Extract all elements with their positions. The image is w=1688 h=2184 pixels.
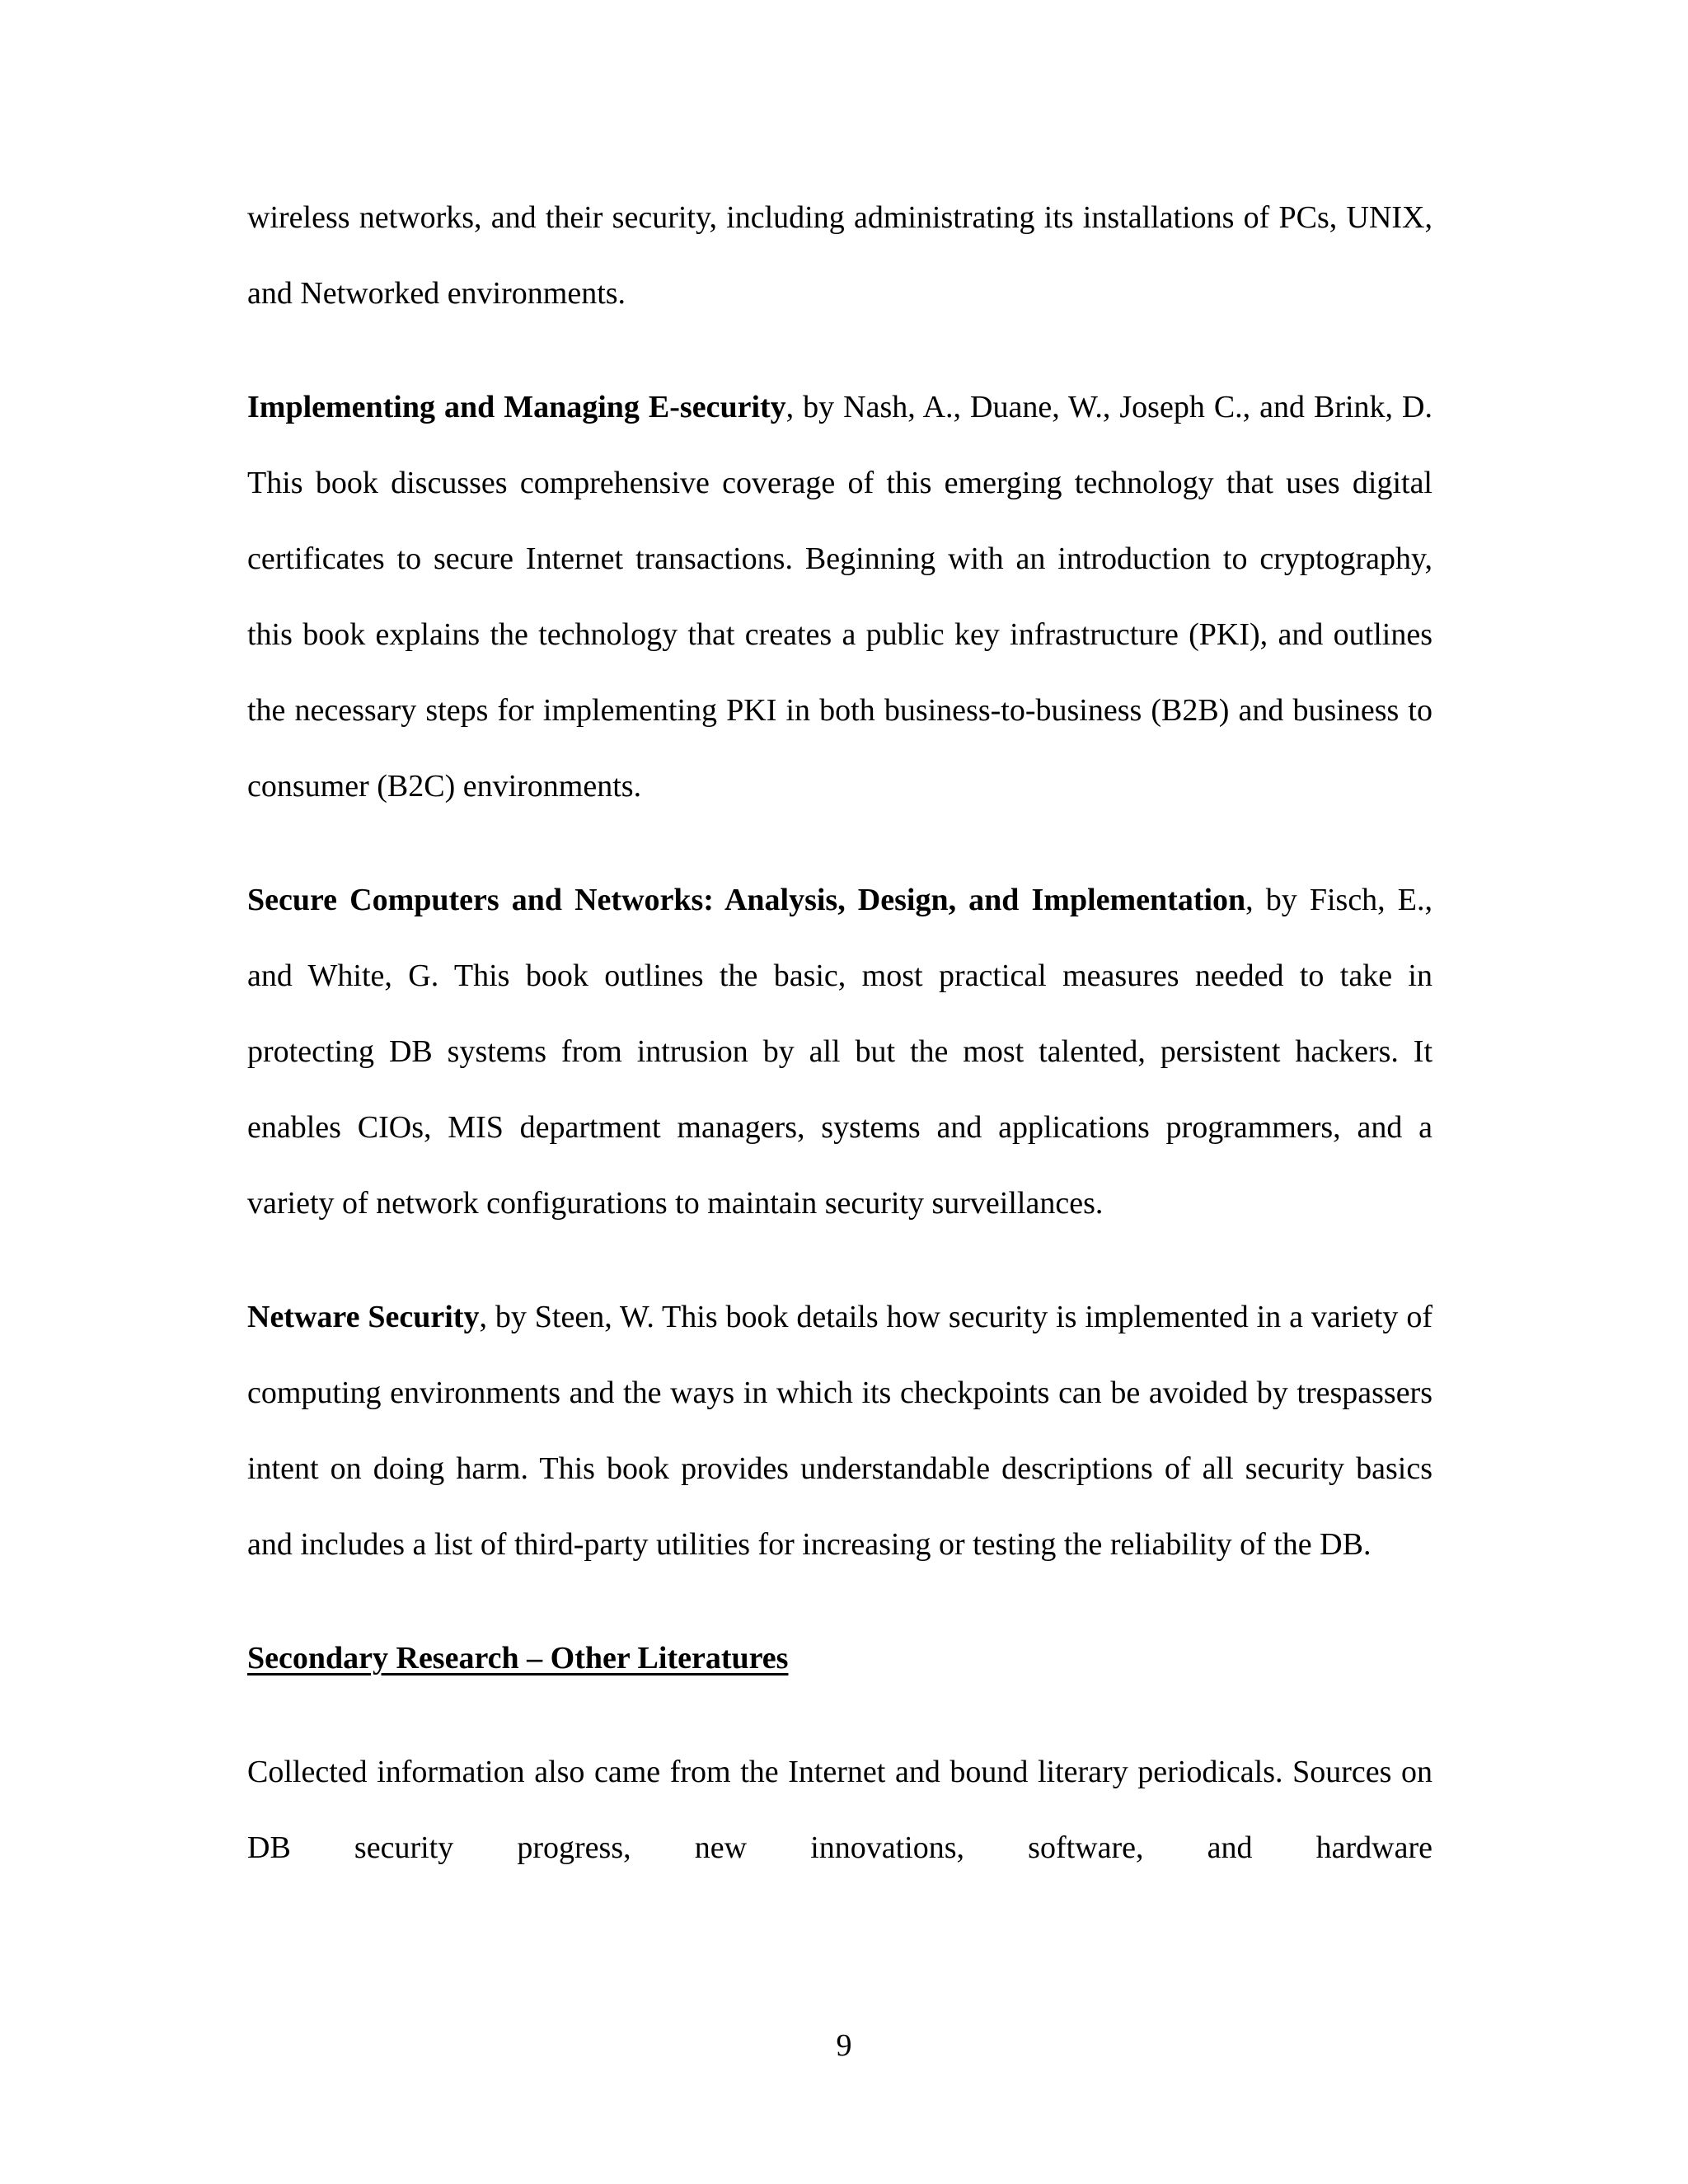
paragraph-closing-text: Collected information also came from the Internet and bound literary periodicals. Sources on DB security progress, new innovations, software, and hardware — [247, 1755, 1432, 1865]
book-description-fisch: , by Fisch, E., and White, G. This book outlines the basic, most practical measures needed to take in protecting DB systems from intrusion by all but the most talented, persistent hackers. It enables CIOs, MIS department managers, systems and applications programmers, and a variety of network configurations to maintain security surveillances. — [247, 883, 1432, 1221]
paragraph-continuation — [247, 180, 1432, 331]
page-body — [247, 180, 1432, 1924]
book-title-nash: Implementing and Managing E-security — [247, 390, 786, 424]
paragraph-fisch-book — [247, 862, 1432, 1241]
page-number: 9 — [836, 2028, 852, 2063]
book-description-nash: , by Nash, A., Duane, W., Joseph C., and Brink, D. This book discusses comprehensive coverage of this emerging technology that uses digital certificates to secure Internet transactions. Beginning with an introduction to cryptography, this book explains the technology that creates a public key infrastructure (PKI), and outlines the necessary steps for implementing PKI in both business-to-business (B2B) and business to consumer (B2C) environments. — [247, 390, 1432, 804]
paragraph-nash-book — [247, 369, 1432, 824]
section-heading: Secondary Research – Other Literatures — [247, 1641, 789, 1675]
book-description-steen: , by Steen, W. This book details how security is implemented in a variety of computing environments and the ways in which its checkpoints can be avoided by trespassers intent on doing harm. This book provides understandable descriptions of all security basics and includes a list of third-party utilities for increasing or testing the reliability of the DB. — [247, 1300, 1432, 1562]
paragraph-continuation-text: wireless networks, and their security, including administrating its installations of PCs, UNIX, and Networked environments. — [247, 200, 1432, 311]
paragraph-steen-book — [247, 1279, 1432, 1582]
book-title-fisch: Secure Computers and Networks: Analysis, Design, and Implementation — [247, 883, 1246, 917]
paragraph-closing — [247, 1734, 1432, 1886]
book-title-steen: Netware Security — [247, 1300, 480, 1334]
